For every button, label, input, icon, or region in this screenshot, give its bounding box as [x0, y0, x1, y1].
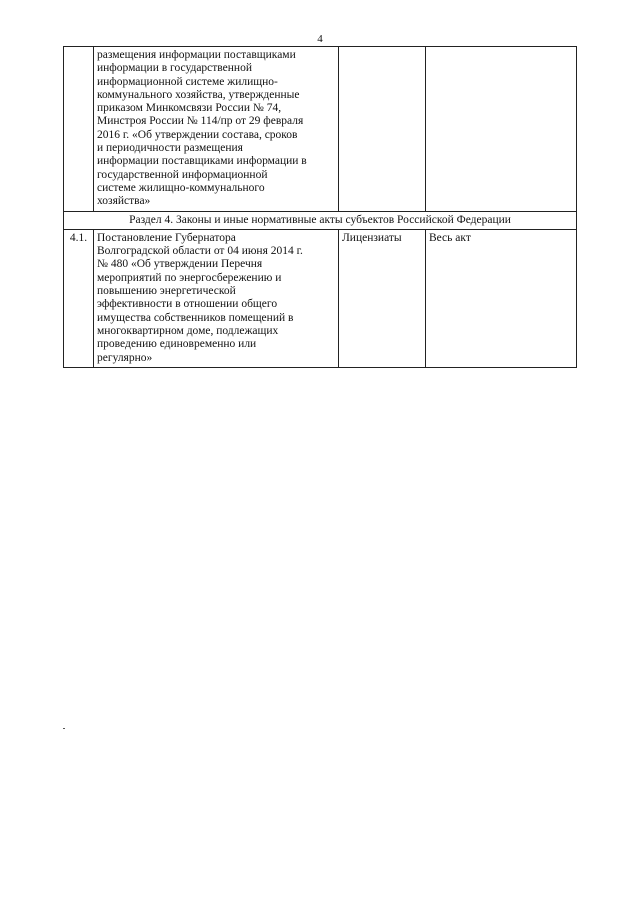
act-name-cell — [94, 47, 339, 212]
subjects-cell — [339, 47, 426, 212]
section-header-row — [64, 211, 577, 229]
subjects-cell: Лицензиаты — [339, 229, 426, 367]
scope-cell — [426, 47, 577, 212]
act-name-cell — [94, 229, 339, 367]
scope-cell: Весь акт — [426, 229, 577, 367]
table-row-continuation — [64, 47, 577, 212]
table-row — [64, 229, 577, 367]
requirements-table — [63, 46, 577, 368]
act-name-text: размещения информации поставщиками информации в государственной информационной системе жилищно- коммунального хозяйства, утвержденные приказом Минкомсвязи России № 74, Минстроя России № 114/пр от 29 февраля 2016 г. «Об утверждении состава, сроков и периодичности размещения информации поставщиками информации в государственной информационной системе жилищно-коммунального хозяйства» — [97, 49, 307, 208]
scan-artifact — [63, 728, 65, 729]
row-number-cell: 4.1. — [64, 229, 94, 367]
row-number-cell — [64, 47, 94, 212]
act-name-text: Постановление Губернатора Волгоградской области от 04 июня 2014 г. № 480 «Об утверждении Перечня мероприятий по энергосбережению и повышению энергетической эффективности в отношении общего имущества собственников помещений в многоквартирном доме, подлежащих проведению единовременно или регулярно» — [97, 231, 303, 364]
page-number: 4 — [317, 33, 323, 45]
section-header: Раздел 4. Законы и иные нормативные акты субъектов Российской Федерации — [64, 211, 577, 229]
